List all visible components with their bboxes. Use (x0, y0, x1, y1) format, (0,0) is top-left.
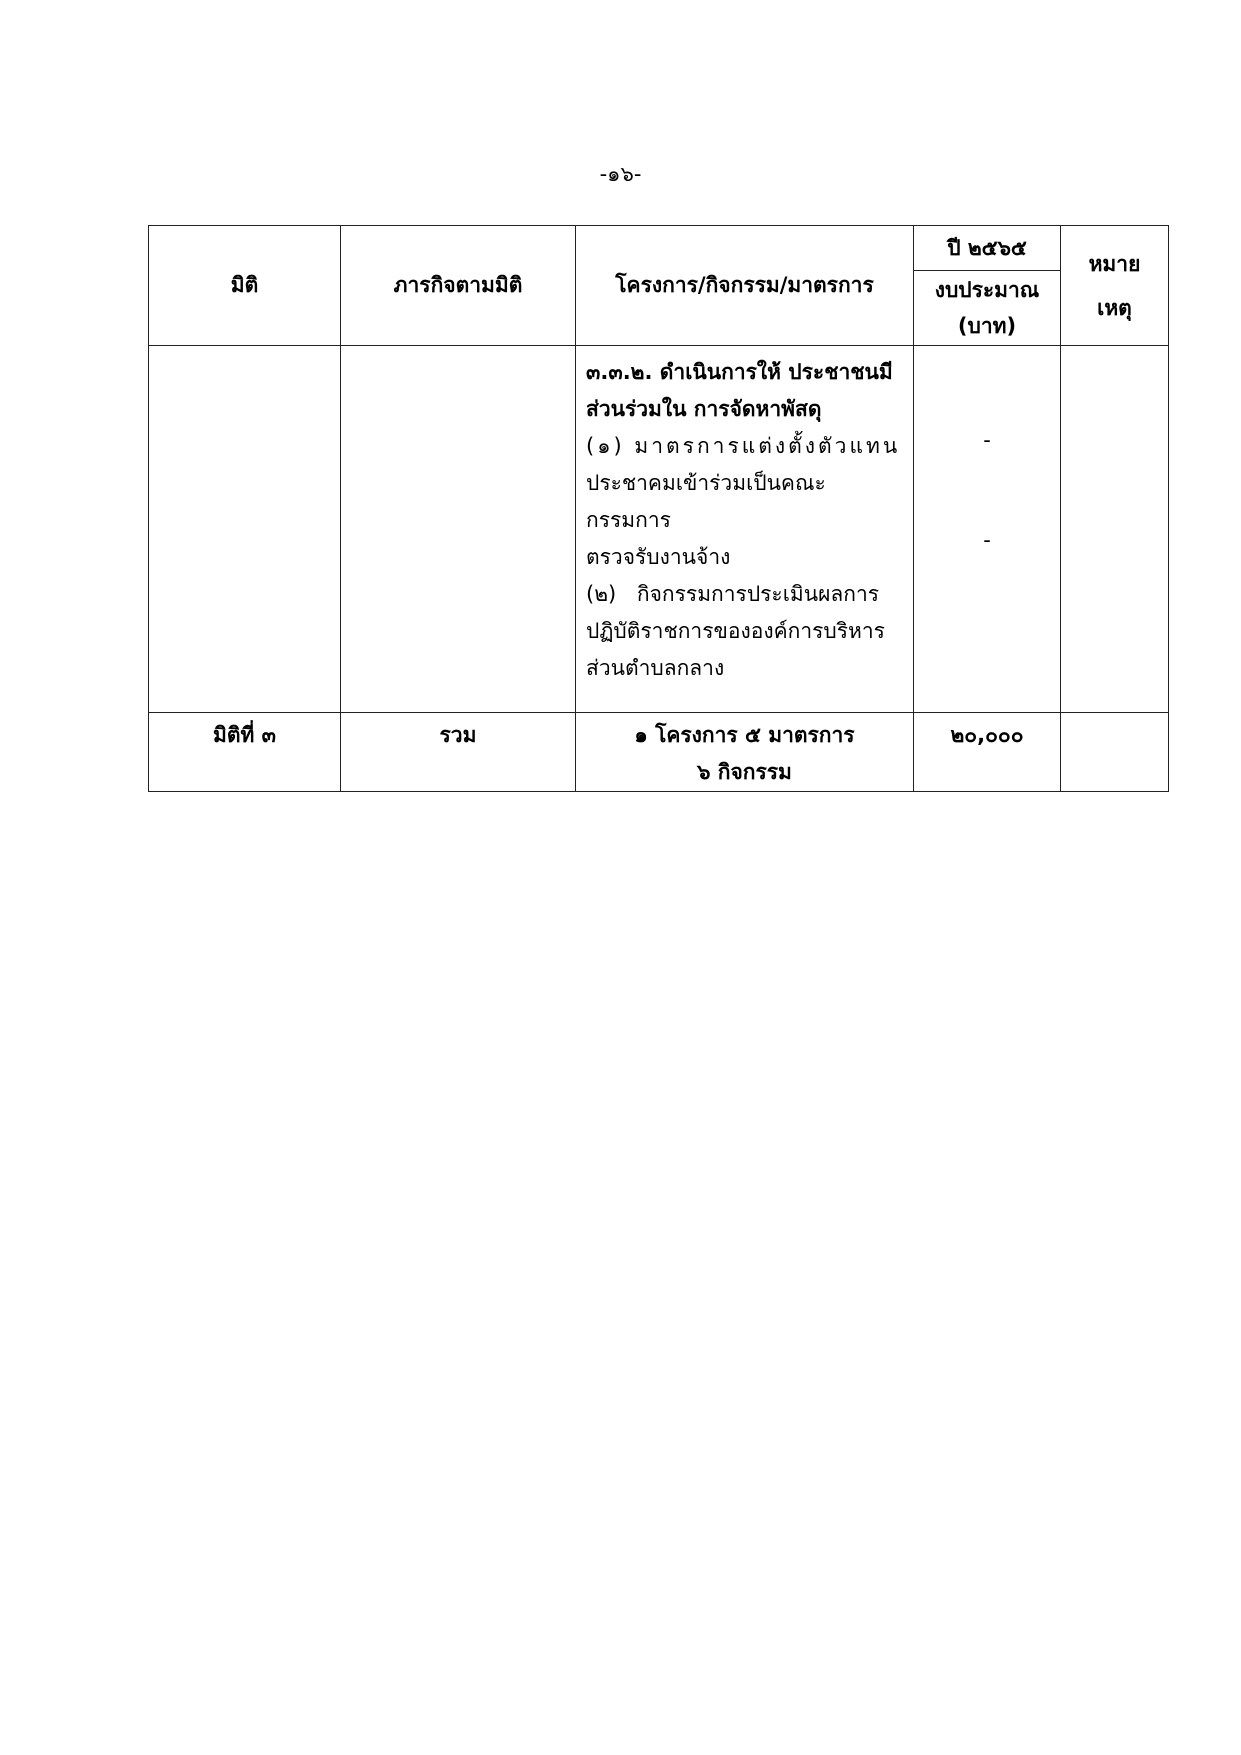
project-heading-line1: ๓.๓.๒. ดำเนินการให้ ประชาชนมี (586, 360, 893, 384)
cell-dimension (149, 346, 341, 713)
item2-line2: ปฏิบัติราชการขององค์การบริหาร (586, 619, 885, 643)
header-notes-line2: เหตุ (1097, 295, 1132, 320)
header-dimension: มิติ (149, 226, 341, 346)
page-number: -๑๖- (599, 162, 642, 186)
total-row (149, 713, 1169, 792)
item2-line1: (๒) กิจกรรมการประเมินผลการ (586, 582, 880, 606)
project-heading-line2: ส่วนร่วมใน การจัดหาพัสดุ (586, 397, 822, 421)
cell-budget (914, 346, 1061, 713)
total-dimension: มิติที่ ๓ (149, 713, 341, 792)
header-budget (914, 271, 1061, 346)
plan-table (148, 225, 1169, 792)
item1-line2: ประชาคมเข้าร่วมเป็นคณะกรรมการ (586, 471, 826, 532)
cell-project (576, 346, 914, 713)
header-year: ปี ๒๕๖๕ (914, 226, 1061, 271)
total-notes (1061, 713, 1169, 792)
item2-line3: ส่วนตำบลกลาง (586, 656, 725, 680)
item1-line3: ตรวจรับงานจ้าง (586, 545, 731, 569)
total-mission: รวม (341, 713, 576, 792)
header-budget-line1: งบประมาณ (934, 278, 1040, 302)
item2-budget: - (983, 528, 991, 552)
item1-line1: (๑) มาตรการแต่งตั้งตัวแทน (586, 434, 901, 458)
header-notes (1061, 226, 1169, 346)
header-mission: ภารกิจตามมิติ (341, 226, 576, 346)
table-row (149, 346, 1169, 713)
total-budget: ๒๐,๐๐๐ (914, 713, 1061, 792)
item1-budget: - (983, 428, 991, 452)
cell-notes (1061, 346, 1169, 713)
total-project-line2: ๖ กิจกรรม (697, 760, 792, 784)
header-budget-line2: (บาท) (957, 314, 1017, 338)
header-notes-line1: หมาย (1088, 251, 1141, 276)
header-project: โครงการ/กิจกรรม/มาตรการ (576, 226, 914, 346)
cell-mission (341, 346, 576, 713)
header-row (149, 226, 1169, 271)
total-project-line1: ๑ โครงการ ๕ มาตรการ (634, 723, 855, 747)
total-project (576, 713, 914, 792)
